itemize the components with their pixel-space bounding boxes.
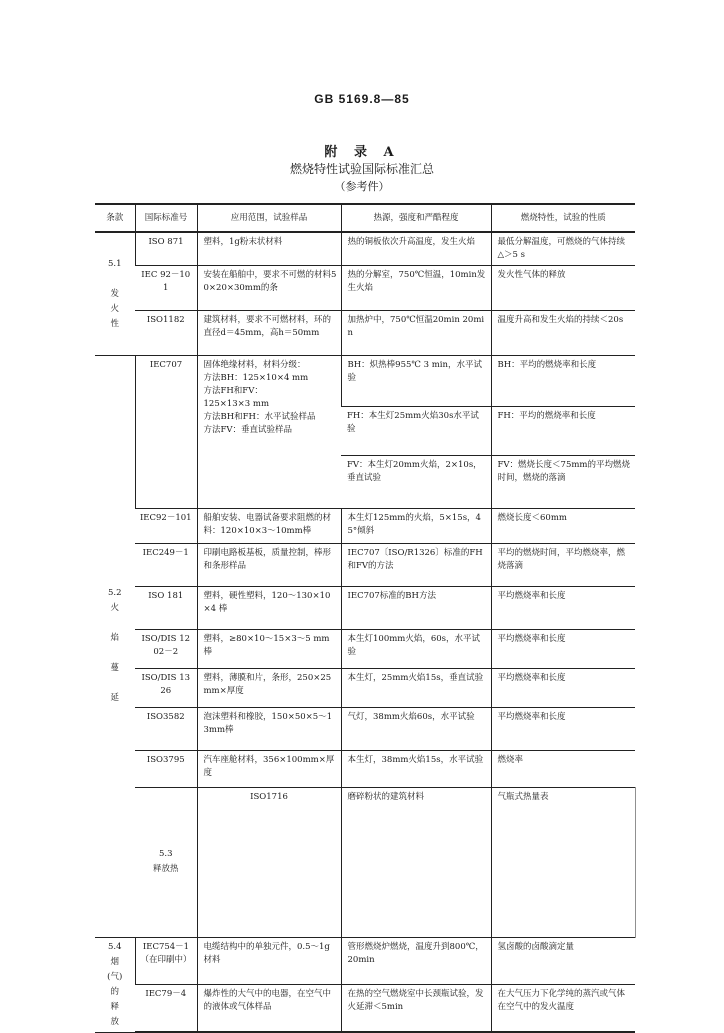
heat-cell: 热的分解室，750℃恒温，10min发生火焰 — [341, 266, 491, 311]
table-row — [95, 984, 635, 1032]
heat-cell-fv: FV：本生灯20mm火焰，2×10s，垂直试验 — [341, 456, 491, 509]
header-heat-source: 热源，强度和严酷程度 — [341, 204, 491, 232]
table-row — [95, 509, 635, 544]
scope-cell: 船舶安装、电器试备要求阻燃的材料：120×10×3～10mm棒 — [197, 509, 341, 544]
nature-cell: 平均的燃烧时间，平均燃烧率，燃烧落滴 — [491, 544, 635, 587]
scope-cell: 塑料，≥80×10～15×3～5 mm棒 — [197, 630, 341, 669]
heat-cell: 管形燃烧炉燃烧，温度升到800℃，20min — [341, 937, 491, 984]
scope-cell: 印刷电路板基板，质量控制，棒形和条形样品 — [197, 544, 341, 587]
heat-cell: IEC707标准的BH方法 — [341, 587, 491, 630]
category-5-3 — [135, 788, 197, 938]
table-row — [95, 232, 635, 266]
heat-cell: 加热炉中，750℃恒温20min 20min — [341, 311, 491, 356]
standard-no: ISO3795 — [135, 751, 197, 788]
heat-cell: IEC707〔ISO/R1326〕标准的FH和FV的方法 — [341, 544, 491, 587]
standard-no: IEC 92－101 — [135, 266, 197, 311]
scope-cell: 固体绝缘材料，材料分级： 方法BH：125×10×4 mm 方法FH和FV： 125×13×3 mm 方法BH和FH：水平试验样品 方法FV：垂直试验样品 — [197, 356, 341, 509]
standard-no: IEC79－4 — [135, 984, 197, 1032]
table-row — [95, 587, 635, 630]
scope-cell: 塑料，薄膜和片，条形，250×25mm×厚度 — [197, 669, 341, 708]
appendix-note: （参考件） — [334, 180, 390, 193]
table-row — [95, 266, 635, 311]
heat-cell: 气灯，38mm火焰60s，水平试验 — [341, 708, 491, 751]
scope-cell: 汽车座舱材料，356×100mm×厚度 — [197, 751, 341, 788]
nature-cell-fh: FH：平均的燃烧率和长度 — [491, 407, 635, 456]
standard-no: ISO/DIS 1326 — [135, 669, 197, 708]
nature-cell: 平均燃烧率和长度 — [491, 587, 635, 630]
table-header-row — [95, 204, 635, 232]
table-row — [95, 630, 635, 669]
table-row — [95, 669, 635, 708]
category-label: 5.3 释放热 — [152, 849, 179, 875]
scope-cell: 建筑材料，要求不可燃材料，环的直径d＝45mm，高h＝50mm — [197, 311, 341, 356]
standard-no: IEC92－101 — [135, 509, 197, 544]
nature-cell: 燃烧率 — [491, 751, 635, 788]
category-label: 5.4 烟 (气) 的 释 放 — [107, 941, 123, 1027]
nature-cell: 平均燃烧率和长度 — [491, 630, 635, 669]
heat-cell: 气瓶式热量表 — [491, 788, 635, 938]
nature-cell: 氢卤酸的卤酸滴定量 — [491, 937, 635, 984]
standard-no: ISO 871 — [135, 232, 197, 266]
table-row — [95, 544, 635, 587]
standards-table — [95, 203, 635, 1033]
category-5-1 — [95, 232, 135, 356]
scope-cell: 泡沫塑料和橡胶，150×50×5～13mm棒 — [197, 708, 341, 751]
heat-cell: 本生灯100mm火焰，60s，水平试验 — [341, 630, 491, 669]
heat-cell: 本生灯125mm的火焰，5×15s，45°倾斜 — [341, 509, 491, 544]
document-code: GB 5169.8—85 — [314, 92, 410, 106]
scope-cell: 塑料，硬性塑料，120～130×10×4 棒 — [197, 587, 341, 630]
table-row — [95, 708, 635, 751]
scope-cell: 磨碎粉状的建筑材料 — [341, 788, 491, 938]
category-label: 5.1 发 火 性 — [107, 258, 122, 329]
scope-cell: 爆炸性的大气中的电器，在空气中的液体或气体样品 — [197, 984, 341, 1032]
standard-no: ISO1182 — [135, 311, 197, 356]
heat-cell: 本生灯，25mm火焰15s，垂直试验 — [341, 669, 491, 708]
nature-cell: 温度升高和发生火焰的持续＜20s — [491, 311, 635, 356]
table-row — [95, 751, 635, 788]
scope-cell: 安装在船舶中，要求不可燃的材料50×20×30mm的条 — [197, 266, 341, 311]
table-row — [95, 311, 635, 356]
heat-cell: 在热的空气燃烧室中长颈瓶试验，发火延滞＜5min — [341, 984, 491, 1032]
header-standard-no: 国际标准号 — [135, 204, 197, 232]
scope-cell: 电缆结构中的单独元件，0.5～1g材料 — [197, 937, 341, 984]
nature-cell: 最低分解温度，可燃烧的气体持续△＞5 s — [491, 232, 635, 266]
header-scope: 应用范围，试验样品 — [197, 204, 341, 232]
nature-cell: 在大气压力下化学纯的蒸汽或气体在空气中的发火温度 — [491, 984, 635, 1032]
standard-no: ISO/DIS 1202－2 — [135, 630, 197, 669]
appendix-label: 附 录 A — [324, 145, 400, 160]
scope-cell: 塑料，1g粉末状材料 — [197, 232, 341, 266]
nature-cell-fv: FV：燃烧长度＜75mm的平均燃烧时间，燃烧的落滴 — [491, 456, 635, 509]
heat-cell-fh: FH：本生灯25mm火焰30s水平试验 — [341, 407, 491, 456]
category-5-4 — [95, 937, 135, 1032]
header-burning-nature: 燃烧特性，试验的性质 — [491, 204, 635, 232]
nature-cell: 燃烧长度＜60mm — [491, 509, 635, 544]
category-5-2 — [95, 356, 135, 938]
table-row — [95, 937, 635, 984]
standard-no: IEC754－1 （在印刷中） — [135, 937, 197, 984]
standard-no: ISO 181 — [135, 587, 197, 630]
appendix-title: 燃烧特性试验国际标准汇总 — [289, 162, 434, 176]
table-row — [95, 356, 635, 407]
table-row — [95, 788, 635, 938]
category-label: 5.2 火 焰 蔓 延 — [107, 588, 122, 704]
nature-cell: 发火性气体的释放 — [491, 266, 635, 311]
nature-cell: 平均燃烧率和长度 — [491, 708, 635, 751]
header-clause: 条款 — [95, 204, 135, 232]
standard-no: IEC707 — [135, 356, 197, 509]
standard-no: IEC249－1 — [135, 544, 197, 587]
standard-no: ISO3582 — [135, 708, 197, 751]
heat-cell: 热的铜板依次升高温度，发生火焰 — [341, 232, 491, 266]
heat-cell-bh: BH：炽热棒955℃ 3 min，水平试验 — [341, 356, 491, 407]
nature-cell: 平均燃烧率和长度 — [491, 669, 635, 708]
heat-cell: 本生灯，38mm火焰15s，水平试验 — [341, 751, 491, 788]
nature-cell-bh: BH：平均的燃烧率和长度 — [491, 356, 635, 407]
standard-no: ISO1716 — [197, 788, 341, 938]
